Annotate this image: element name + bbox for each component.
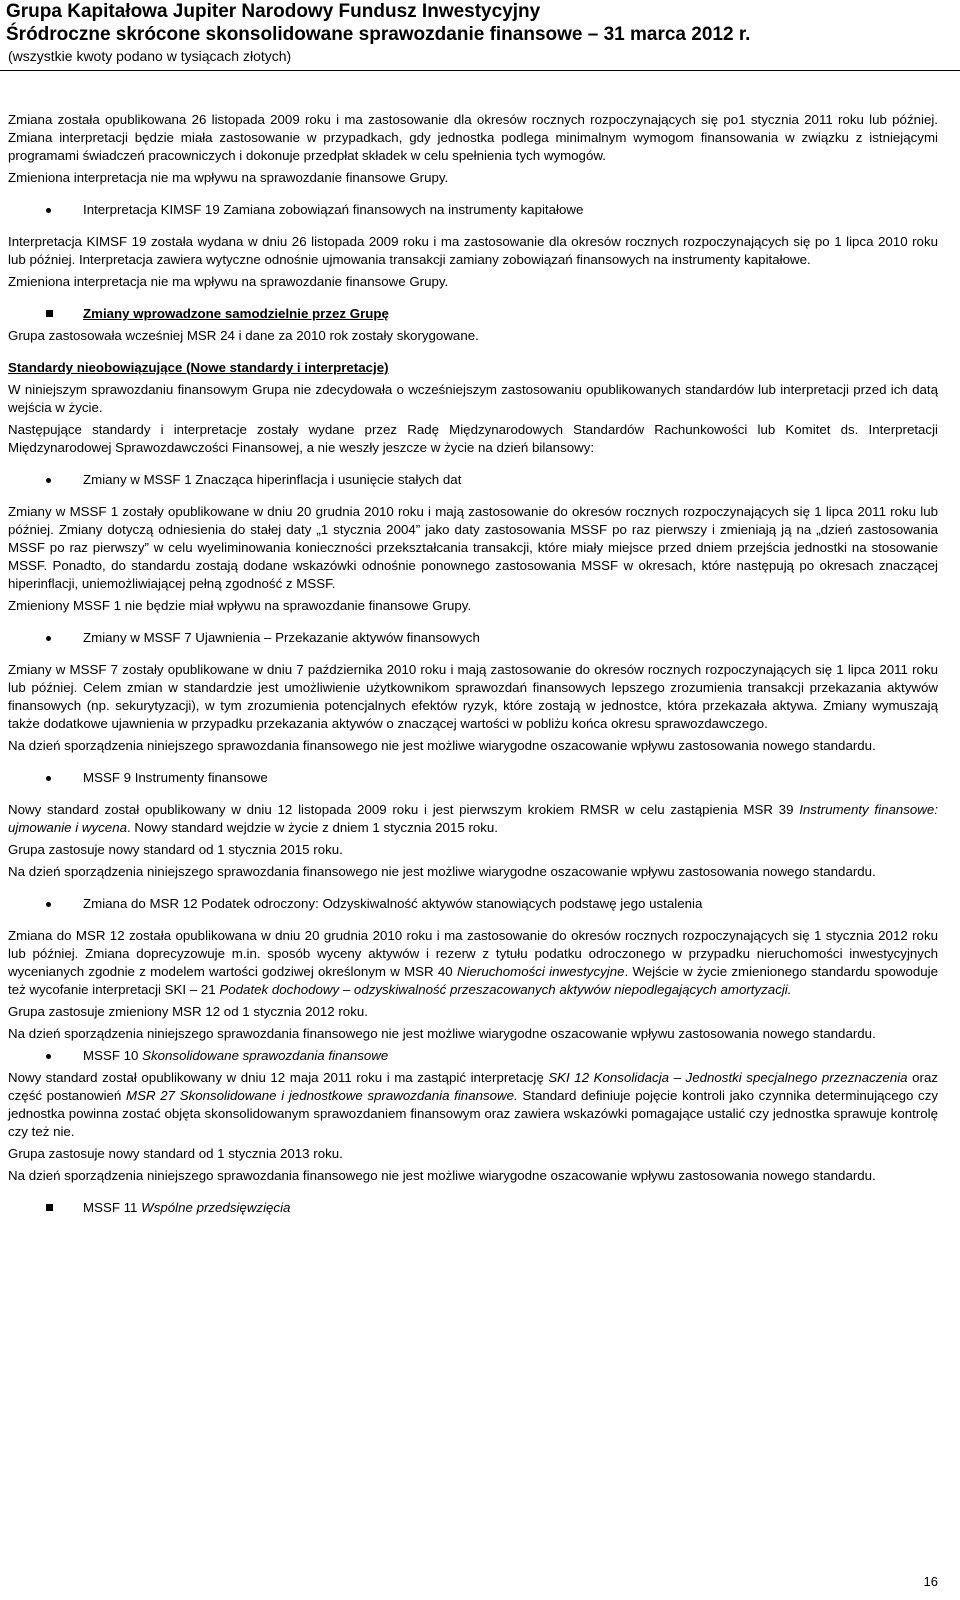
paragraph: Grupa zastosuje zmieniony MSR 12 od 1 stycznia 2012 roku. xyxy=(8,1004,368,1019)
bullet-icon xyxy=(46,902,51,907)
paragraph: Zmiana została opublikowana 26 listopada 2009 roku i ma zastosowanie dla okresów rocznych rozpoczynających się po1 stycznia 2011 roku lub później. Zmiana interpretacji będzie miała zastosowanie w przypadkach, gdy jednostka podlega minimalnym wymogom finansowania w związku z istniejącymi programami świadczeń pracowniczych i dokonuje przedpłat składek w celu spełnienia tych wymogów. xyxy=(8,112,938,163)
paragraph: Na dzień sporządzenia niniejszego sprawozdania finansowego nie jest możliwe wiarygodne oszacowanie wpływu zastosowania nowego standardu. xyxy=(8,1026,876,1041)
bullet-icon xyxy=(46,1054,51,1059)
report-title: Śródroczne skrócone skonsolidowane sprawozdanie finansowe – 31 marca 2012 r. xyxy=(6,24,751,45)
bullet-icon xyxy=(46,636,51,641)
paragraph: Grupa zastosuje nowy standard od 1 stycznia 2015 roku. xyxy=(8,842,343,857)
bullet-item xyxy=(8,895,938,913)
paragraph: Zmieniona interpretacja nie ma wpływu na sprawozdanie finansowe Grupy. xyxy=(8,274,449,289)
page-number: 16 xyxy=(923,1574,938,1589)
bullet-text: MSSF 11 xyxy=(83,1200,142,1215)
paragraph: Na dzień sporządzenia niniejszego sprawozdania finansowego nie jest możliwe wiarygodne oszacowanie wpływu zastosowania nowego standardu. xyxy=(8,864,876,879)
bullet-text: Interpretacja KIMSF 19 Zamiana zobowiązań finansowych na instrumenty kapitałowe xyxy=(83,202,584,217)
paragraph: Na dzień sporządzenia niniejszego sprawozdania finansowego nie jest możliwe wiarygodne oszacowanie wpływu zastosowania nowego standardu. xyxy=(8,738,876,753)
paragraph: Następujące standardy i interpretacje zostały wydane przez Radę Międzynarodowych Standardów Rachunkowości lub Komitet ds. Interpretacji Międzynarodowej Sprawozdawczości Finansowej, a nie weszły jeszcze w życie na dzień bilansowy: xyxy=(8,422,938,455)
bullet-text-italic: Wspólne przedsięwzięcia xyxy=(141,1200,291,1215)
bullet-icon xyxy=(46,208,51,213)
section-heading: Standardy nieobowiązujące (Nowe standardy i interpretacje) xyxy=(8,360,389,375)
bullet-item xyxy=(8,629,938,647)
paragraph: Nowy standard został opublikowany w dniu 12 maja 2011 roku i ma zastąpić interpretację SKI 12 Konsolidacja – Jednostki specjalnego przeznaczenia oraz część postanowień MSR 27 Skonsolidowane i jednostkowe sprawozdania finansowe. Standard definiuje pojęcie kontroli jako czynnika determinującego czy jednostka powinna zostać objęta skonsolidowanym sprawozdaniem finansowym oraz zawiera wskazówki pomagające ustalić czy jednostka sprawuje kontrolę czy też nie. xyxy=(8,1070,939,1139)
bullet-item xyxy=(8,1047,938,1065)
paragraph: Zmieniony MSSF 1 nie będzie miał wpływu na sprawozdanie finansowe Grupy. xyxy=(8,598,472,613)
bullet-text: Zmiany w MSSF 1 Znacząca hiperinflacja i usunięcie stałych dat xyxy=(83,472,462,487)
paragraph: Zmiany w MSSF 1 zostały opublikowane w dniu 20 grudnia 2010 roku i mają zastosowanie do okresów rocznych rozpoczynających się 1 lipca 2011 roku lub później. Zmiany dotyczą odniesienia do stałej daty „1 stycznia 2004” jako daty zastosowania MSSF po raz pierwszy i zmieniają ją na „dzień zastosowania MSSF po raz pierwszy” w celu wyeliminowania konieczności przekształcania transakcji, które miały miejsce przed dniem przejścia jednostki na stosowanie MSSF. Ponadto, do standardu zostają dodane wskazówki odnośnie ponownego zastosowania MSSF w okresach, które następują po okresach znaczącej hiperinflacji, uniemożliwiającej pełną zgodność z MSSF. xyxy=(8,504,938,591)
paragraph: Grupa zastosowała wcześniej MSR 24 i dane za 2010 rok zostały skorygowane. xyxy=(8,328,479,343)
paragraph: Na dzień sporządzenia niniejszego sprawozdania finansowego nie jest możliwe wiarygodne oszacowanie wpływu zastosowania nowego standardu. xyxy=(8,1168,876,1183)
bullet-text: Zmiany w MSSF 7 Ujawnienia – Przekazanie aktywów finansowych xyxy=(83,630,480,645)
page-header xyxy=(0,0,960,70)
paragraph: Zmiana do MSR 12 została opublikowana w dniu 20 grudnia 2010 roku i ma zastosowanie do okresów rocznych rozpoczynających się 1 stycznia 2012 roku lub później. Zmiana doprecyzowuje m.in. sposób wyceny aktywów i rezerw z tytułu podatku odroczonego w przypadku nieruchomości inwestycyjnych wycenianych zgodnie z modelem wartości godziwej określonym w MSR 40 Nieruchomości inwestycyjne. Wejście w życie zmienionego standardu spowoduje też wycofanie interpretacji SKI – 21 Podatek dochodowy – odzyskiwalność przeszacowanych aktywów niepodlegających amortyzacji. xyxy=(8,928,938,997)
bullet-item xyxy=(8,1199,938,1217)
square-bullet-icon xyxy=(46,1204,53,1211)
bullet-icon xyxy=(46,478,51,483)
bullet-text-italic: Skonsolidowane sprawozdania finansowe xyxy=(142,1048,389,1063)
bullet-item xyxy=(8,471,938,489)
square-bullet-icon xyxy=(46,310,53,317)
paragraph: Grupa zastosuje nowy standard od 1 stycznia 2013 roku. xyxy=(8,1146,343,1161)
currency-note: (wszystkie kwoty podano w tysiącach złotych) xyxy=(8,48,292,64)
bullet-text: Zmiana do MSR 12 Podatek odroczony: Odzyskiwalność aktywów stanowiących podstawę jego ustalenia xyxy=(83,896,703,911)
bullet-item xyxy=(8,305,938,323)
paragraph: Interpretacja KIMSF 19 została wydana w dniu 26 listopada 2009 roku i ma zastosowanie dla okresów rocznych rozpoczynających się po 1 lipca 2010 roku lub później. Interpretacja zawiera wytyczne odnośnie ujmowania transakcji zamiany zobowiązań finansowych na instrumenty kapitałowe. xyxy=(8,234,938,267)
paragraph: W niniejszym sprawozdaniu finansowym Grupa nie zdecydowała o wcześniejszym zastosowaniu opublikowanych standardów lub interpretacji przed ich datą wejścia w życie. xyxy=(8,382,938,415)
document-body xyxy=(8,111,938,1217)
company-name: Grupa Kapitałowa Jupiter Narodowy Fundusz Inwestycyjny xyxy=(6,1,541,22)
bullet-item xyxy=(8,201,938,219)
bullet-item xyxy=(8,769,938,787)
paragraph: Nowy standard został opublikowany w dniu 12 listopada 2009 roku i jest pierwszym krokiem RMSR w celu zastąpienia MSR 39 Instrumenty finansowe: ujmowanie i wycena. Nowy standard wejdzie w życie z dniem 1 stycznia 2015 roku. xyxy=(8,802,939,835)
bullet-text: MSSF 10 xyxy=(83,1048,143,1063)
paragraph: Zmieniona interpretacja nie ma wpływu na sprawozdanie finansowe Grupy. xyxy=(8,170,449,185)
header-divider xyxy=(0,70,960,71)
bullet-icon xyxy=(46,776,51,781)
bullet-text: MSSF 9 Instrumenty finansowe xyxy=(83,770,268,785)
paragraph: Zmiany w MSSF 7 zostały opublikowane w dniu 7 października 2010 roku i mają zastosowanie do okresów rocznych rozpoczynających się 1 lipca 2011 roku lub później. Celem zmian w standardzie jest umożliwienie użytkownikom sprawozdań finansowych lepszego zrozumienia transakcji przekazania aktywów finansowych (np. sekurytyzacji), w tym zrozumienia potencjalnych efektów ryzyk, które zostają w jednostce, która przekazała aktywa. Zmiany wymuszają także dodatkowe ujawnienia w przypadku przekazania aktywów o znaczącej wartości w pobliżu końca okresu sprawozdawczego. xyxy=(8,662,938,731)
section-subtitle: Zmiany wprowadzone samodzielnie przez Grupę xyxy=(83,306,389,321)
